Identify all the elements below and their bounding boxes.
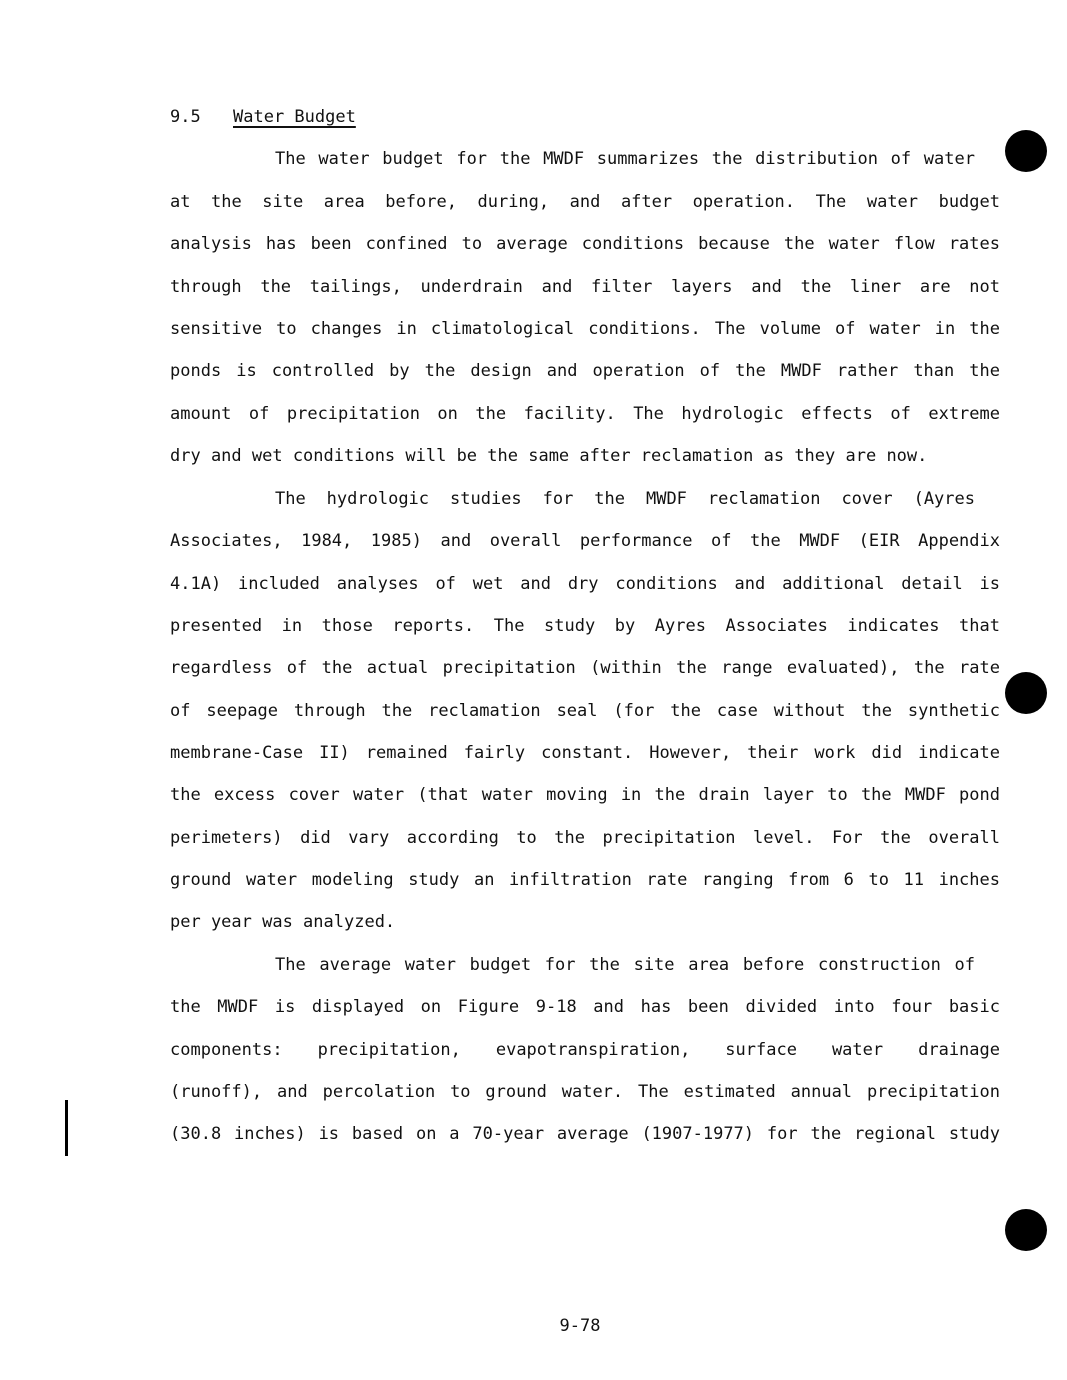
paragraph-1-line-6: ponds is controlled by the design and operation of the MWDF rather than the [170,361,1000,381]
section-number: 9.5 [170,107,201,127]
paragraph-2-line-5: regardless of the actual precipitation (within the range evaluated), the rate [170,658,1000,678]
section-heading [170,104,356,130]
paragraph-2-line-10: ground water modeling study an infiltration rate ranging from 6 to 11 inches [170,870,1000,890]
paragraph-2-line-2: Associates, 1984, 1985) and overall performance of the MWDF (EIR Appendix [170,531,1000,551]
paragraph-1-line-4: through the tailings, underdrain and filter layers and the liner are not [170,277,1000,297]
margin-bullet-mark [1005,130,1047,172]
paragraph-1-line-8: dry and wet conditions will be the same after reclamation as they are now. [170,446,928,466]
paragraph-3-line-5: (30.8 inches) is based on a 70-year average (1907-1977) for the regional study [170,1124,1000,1144]
paragraph-3-line-2: the MWDF is displayed on Figure 9-18 and has been divided into four basic [170,997,1000,1017]
paragraph-1-line-3: analysis has been confined to average conditions because the water flow rates [170,234,1000,254]
page-number: 9-78 [559,1316,601,1336]
paragraph-2-line-3: 4.1A) included analyses of wet and dry conditions and additional detail is [170,574,1000,594]
paragraph-2-line-7: membrane-Case II) remained fairly constant. However, their work did indicate [170,743,1000,763]
paragraph-2-line-4: presented in those reports. The study by Ayres Associates indicates that [170,616,1000,636]
revision-change-bar [65,1100,68,1156]
paragraph-2-line-9: perimeters) did vary according to the precipitation level. For the overall [170,828,1000,848]
paragraph-1-line-1: The water budget for the MWDF summarizes the distribution of water [275,149,975,169]
paragraph-2-line-11: per year was analyzed. [170,912,396,932]
margin-bullet-mark [1005,1209,1047,1251]
margin-bullet-mark [1005,672,1047,714]
paragraph-1-line-5: sensitive to changes in climatological conditions. The volume of water in the [170,319,1000,339]
paragraph-2-line-8: the excess cover water (that water moving in the drain layer to the MWDF pond [170,785,1000,805]
paragraph-2-line-1: The hydrologic studies for the MWDF reclamation cover (Ayres [275,489,975,509]
paragraph-3-line-1: The average water budget for the site area before construction of [275,955,975,975]
paragraph-1-line-7: amount of precipitation on the facility. The hydrologic effects of extreme [170,404,1000,424]
paragraph-2-line-6: of seepage through the reclamation seal (for the case without the synthetic [170,701,1000,721]
paragraph-3-line-3: components: precipitation, evapotranspiration, surface water drainage [170,1040,1000,1060]
paragraph-1-line-2: at the site area before, during, and after operation. The water budget [170,192,1000,212]
paragraph-3-line-4: (runoff), and percolation to ground water. The estimated annual precipitation [170,1082,1000,1102]
section-title: Water Budget [233,107,356,127]
